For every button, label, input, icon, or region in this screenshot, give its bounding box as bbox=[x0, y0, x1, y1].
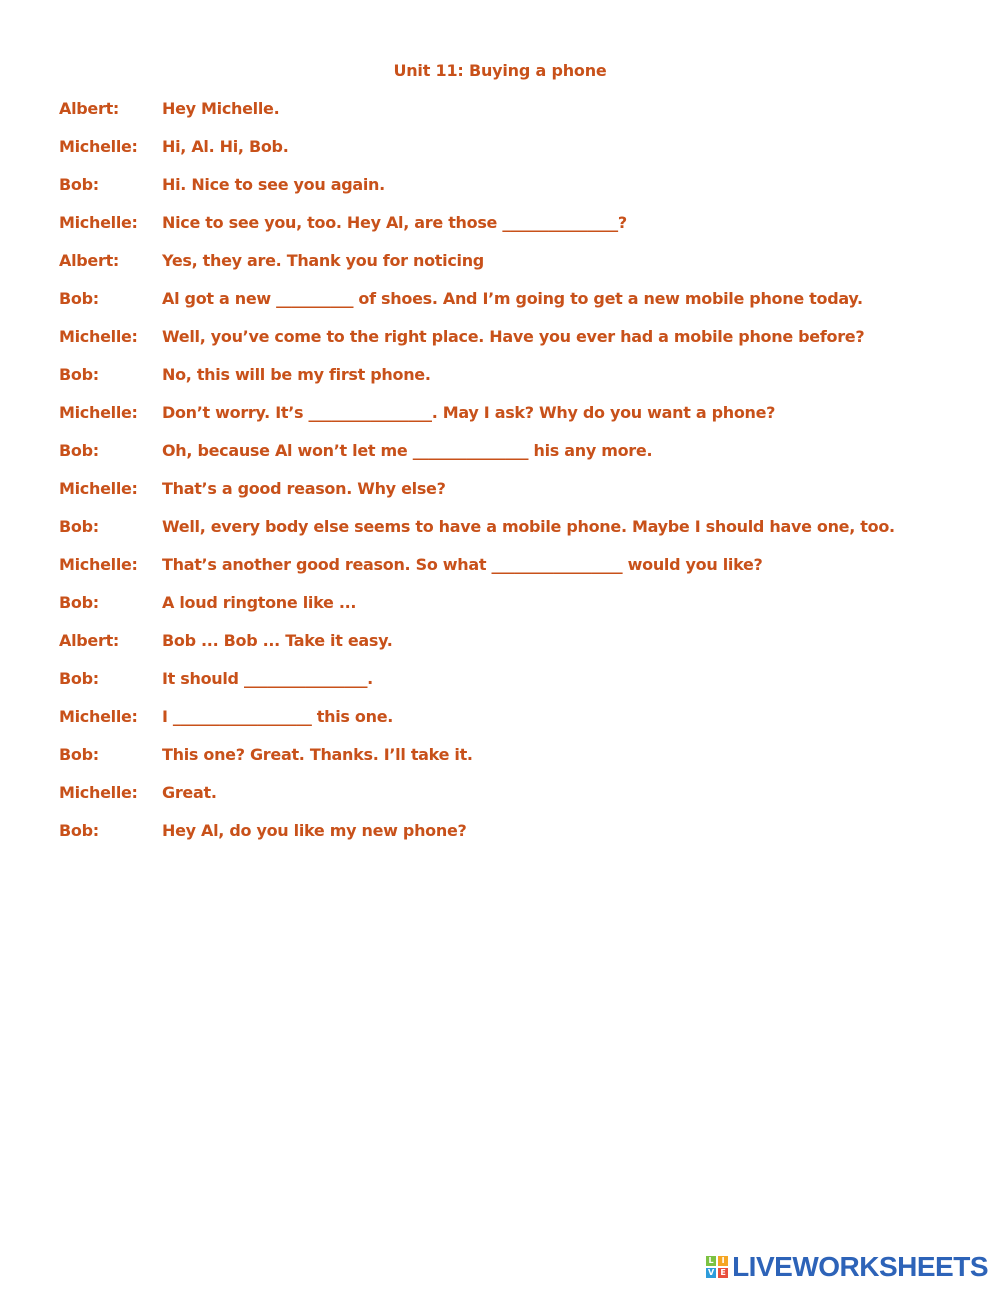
logo-tile: L bbox=[706, 1256, 716, 1266]
dialogue-text: Great. bbox=[162, 783, 217, 802]
dialogue-line bbox=[59, 403, 959, 441]
speaker-name: Michelle: bbox=[59, 479, 138, 498]
dialogue-line bbox=[59, 593, 959, 631]
speaker-name: Michelle: bbox=[59, 403, 138, 422]
speaker-name: Michelle: bbox=[59, 213, 138, 232]
liveworksheets-logo[interactable] bbox=[706, 1252, 988, 1282]
dialogue-line bbox=[59, 479, 959, 517]
dialogue-line bbox=[59, 137, 959, 175]
speaker-name: Bob: bbox=[59, 175, 99, 194]
speaker-name: Bob: bbox=[59, 441, 99, 460]
dialogue-line bbox=[59, 365, 959, 403]
dialogue-text: Well, you’ve come to the right place. Have you ever had a mobile phone before? bbox=[162, 327, 865, 346]
speaker-name: Bob: bbox=[59, 593, 99, 612]
dialogue-line bbox=[59, 213, 959, 251]
dialogue-text: That’s another good reason. So what _________________ would you like? bbox=[162, 555, 763, 574]
dialogue-text: I __________________ this one. bbox=[162, 707, 394, 726]
dialogue bbox=[59, 99, 959, 859]
dialogue-text: A loud ringtone like ... bbox=[162, 593, 357, 612]
logo-tile: V bbox=[707, 1268, 715, 1277]
dialogue-line bbox=[59, 99, 959, 137]
dialogue-line bbox=[59, 327, 959, 365]
speaker-name: Albert: bbox=[59, 99, 120, 118]
dialogue-text: Nice to see you, too. Hey Al, are those _______________? bbox=[162, 213, 627, 232]
speaker-name: Bob: bbox=[59, 289, 99, 308]
speaker-name: Michelle: bbox=[59, 783, 138, 802]
dialogue-line bbox=[59, 821, 959, 859]
dialogue-text: No, this will be my first phone. bbox=[162, 365, 431, 384]
dialogue-line bbox=[59, 669, 959, 707]
speaker-name: Bob: bbox=[59, 821, 99, 840]
dialogue-text: Hey Al, do you like my new phone? bbox=[162, 821, 467, 840]
dialogue-line bbox=[59, 631, 959, 669]
speaker-name: Michelle: bbox=[59, 555, 138, 574]
dialogue-line bbox=[59, 517, 959, 555]
dialogue-text: This one? Great. Thanks. I’ll take it. bbox=[162, 745, 473, 764]
speaker-name: Bob: bbox=[59, 669, 99, 688]
dialogue-text: Don’t worry. It’s ________________. May I ask? Why do you want a phone? bbox=[162, 403, 776, 422]
speaker-name: Albert: bbox=[59, 631, 120, 650]
dialogue-line bbox=[59, 251, 959, 289]
dialogue-text: Yes, they are. Thank you for noticing bbox=[162, 251, 484, 270]
speaker-name: Bob: bbox=[59, 517, 99, 536]
logo-mark-icon bbox=[706, 1256, 728, 1278]
speaker-name: Michelle: bbox=[59, 137, 138, 156]
logo-tile: E bbox=[718, 1268, 728, 1278]
dialogue-text: Hi, Al. Hi, Bob. bbox=[162, 137, 289, 156]
speaker-name: Michelle: bbox=[59, 327, 138, 346]
dialogue-line bbox=[59, 783, 959, 821]
speaker-name: Bob: bbox=[59, 745, 99, 764]
dialogue-line bbox=[59, 289, 959, 327]
dialogue-text: Al got a new __________ of shoes. And I’m going to get a new mobile phone today. bbox=[162, 289, 863, 308]
dialogue-line bbox=[59, 175, 959, 213]
speaker-name: Michelle: bbox=[59, 707, 138, 726]
speaker-name: Bob: bbox=[59, 365, 99, 384]
dialogue-text: Well, every body else seems to have a mobile phone. Maybe I should have one, too. bbox=[162, 517, 895, 536]
dialogue-line bbox=[59, 707, 959, 745]
dialogue-line bbox=[59, 555, 959, 593]
dialogue-text: Oh, because Al won’t let me _______________ his any more. bbox=[162, 441, 653, 460]
dialogue-line bbox=[59, 745, 959, 783]
logo-tile: I bbox=[718, 1256, 728, 1266]
dialogue-line bbox=[59, 441, 959, 479]
dialogue-text: Hey Michelle. bbox=[162, 99, 280, 118]
dialogue-text: It should ________________. bbox=[162, 669, 373, 688]
speaker-name: Albert: bbox=[59, 251, 120, 270]
page-title: Unit 11: Buying a phone bbox=[393, 61, 607, 80]
dialogue-text: Hi. Nice to see you again. bbox=[162, 175, 385, 194]
logo-text: LIVEWORKSHEETS bbox=[732, 1251, 988, 1282]
dialogue-text: Bob ... Bob ... Take it easy. bbox=[162, 631, 393, 650]
dialogue-text: That’s a good reason. Why else? bbox=[162, 479, 446, 498]
